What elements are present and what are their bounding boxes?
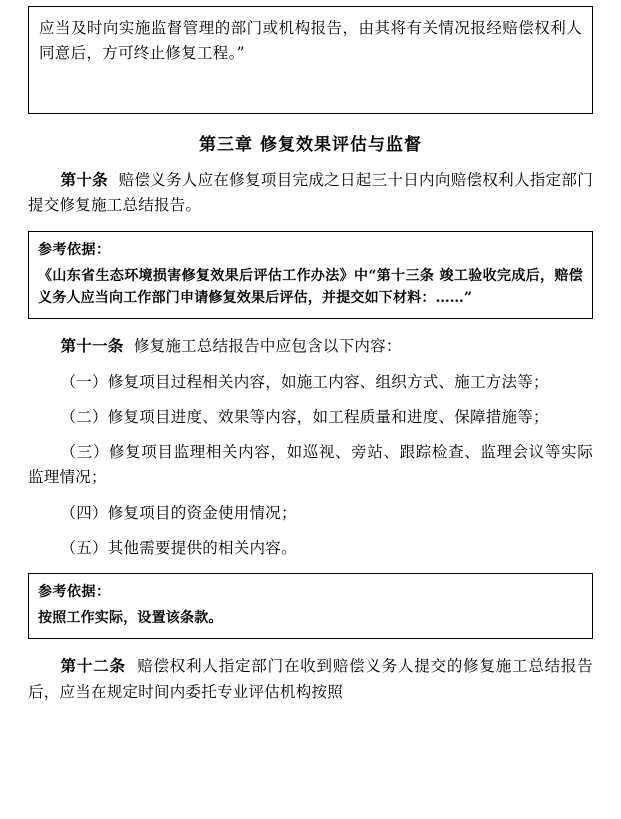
list-item: （五）其他需要提供的相关内容。 bbox=[60, 538, 297, 557]
reference-box-1-title: 参考依据： bbox=[38, 241, 111, 258]
list-item: （四）修复项目的资金使用情况； bbox=[60, 503, 297, 522]
reference-box-1-text: 《山东省生态环境损害修复效果后评估工作办法》中“第十三条 竣工验收完成后，赔偿义务人应当向工作部门申请修复效果后评估，并提交如下材料：……” bbox=[38, 267, 583, 306]
article-10-text: 赔偿义务人应在修复项目完成之日起三十日内向赔偿权利人指定部门提交修复施工总结报告。 bbox=[28, 171, 593, 215]
article-11-label: 第十一条 bbox=[60, 336, 124, 356]
article-11-text: 修复施工总结报告中应包含以下内容： bbox=[133, 337, 402, 356]
article-12-paragraph bbox=[28, 653, 593, 705]
reference-box-1 bbox=[28, 231, 593, 320]
article-10-paragraph bbox=[28, 167, 593, 219]
quote-box-top-text: 应当及时向实施监督管理的部门或机构报告，由其将有关情况报经赔偿权利人同意后，方可终止修复工程。” bbox=[39, 19, 582, 63]
article-10-label: 第十条 bbox=[60, 170, 109, 189]
list-item: （三）修复项目监理相关内容，如巡视、旁站、跟踪检查、监理会议等实际监理情况； bbox=[28, 443, 593, 487]
article-11-paragraph bbox=[28, 333, 593, 359]
quote-box-top bbox=[28, 6, 593, 114]
article-12-text: 赔偿权利人指定部门在收到赔偿义务人提交的修复施工总结报告后，应当在规定时间内委托专业评估机构按照 bbox=[28, 657, 593, 701]
list-item: （一）修复项目过程相关内容，如施工内容、组织方式、施工方法等； bbox=[60, 372, 549, 391]
document-page bbox=[0, 6, 621, 819]
reference-box-2-text: 按照工作实际，设置该条款。 bbox=[38, 610, 223, 627]
list-item: （二）修复项目进度、效果等内容，如工程质量和进度、保障措施等； bbox=[60, 407, 549, 426]
article-12-label: 第十二条 bbox=[60, 656, 126, 676]
chapter-title: 第三章 修复效果评估与监督 bbox=[199, 135, 422, 155]
reference-box-2-title: 参考依据： bbox=[38, 584, 111, 601]
reference-box-2 bbox=[28, 573, 593, 639]
